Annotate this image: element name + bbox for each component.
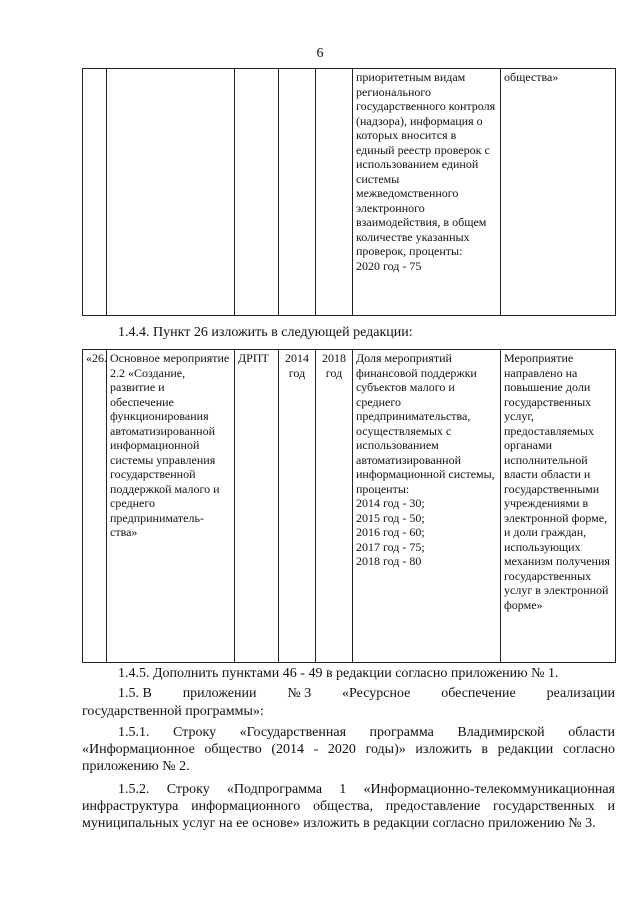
cell-executor: ДРПТ [235, 350, 279, 663]
indicator-year: 2016 год - 60; [356, 525, 425, 539]
indicator-year: 2015 год - 50; [356, 510, 425, 525]
paragraph-1-4-4: 1.4.4. Пункт 26 изложить в следующей редакции: [118, 325, 413, 340]
indicator-text: приоритетным видам регионального государственного контроля (надзора), информация о которых вносится в единый реестр проверок с использованием единой системы межведомственного электронного взаимодействия, в общем количестве указанных проверок, проценты: [356, 70, 496, 258]
cell-indicator [353, 350, 501, 663]
paragraph-1-5-continuation: государственной программы»: [82, 704, 264, 719]
cell-result: Мероприятие направлено на повышение доли государственных услуг, предоставляемых органами исполнительной власти области и государственными учреждениями в электронной форме, и доли граждан, использующих механизм получения государственных услуг в электронной форме» [501, 350, 616, 663]
cell-end: 2018 год [316, 350, 353, 663]
continuation-table [82, 68, 616, 316]
indicator-year: 2018 год - 80 [356, 554, 422, 568]
paragraph-1-4-5: 1.4.5. Дополнить пунктами 46 - 49 в редакции согласно приложению № 1. [118, 666, 559, 681]
cell-name: Основное мероприятие 2.2 «Создание, развитие и обеспечение функционирования автоматизированной информационной системы управления государственной поддержкой малого и среднего предприниматель-ства» [107, 350, 235, 663]
word: № 3 [287, 686, 312, 701]
indicator-year: 2014 год - 30; [356, 496, 425, 510]
word: «Ресурсное [342, 686, 411, 701]
main-table [82, 349, 616, 663]
cell-result: общества» [501, 69, 616, 316]
word: 1.5. В [118, 686, 152, 701]
indicator-year: 2020 год - 75 [356, 258, 422, 273]
cell-start [279, 69, 316, 316]
paragraph-1-5-2: 1.5.2. Строку «Подпрограмма 1 «Информационно-телекоммуникационная инфраструктура информационного общества, предоставление государственных и муниципальных услуг на ее основе» изложить в редакции согласно приложению № 3. [82, 782, 615, 831]
cell-executor [235, 69, 279, 316]
table-row [83, 69, 616, 316]
table-row [83, 350, 616, 663]
cell-indicator [353, 69, 501, 316]
word: реализации [546, 686, 615, 701]
cell-name [107, 69, 235, 316]
word: обеспечение [441, 686, 516, 701]
word: приложении [182, 686, 257, 701]
cell-start: 2014 год [279, 350, 316, 663]
indicator-text: Доля мероприятий финансовой поддержки субъектов малого и среднего предпринимательства, осуществляемых с использованием автоматизированной информационной системы, проценты: [356, 351, 495, 496]
page-number: 6 [316, 46, 324, 61]
indicator-year: 2017 год - 75; [356, 539, 425, 554]
cell-number: «26. [83, 350, 107, 663]
paragraph-1-5-line [118, 685, 615, 702]
paragraph-1-5-1: 1.5.1. Строку «Государственная программа Владимирской области «Информационное общество (2014 - 2020 годы)» изложить в редакции согласно приложению № 2. [82, 725, 615, 774]
cell-number [83, 69, 107, 316]
cell-end [316, 69, 353, 316]
